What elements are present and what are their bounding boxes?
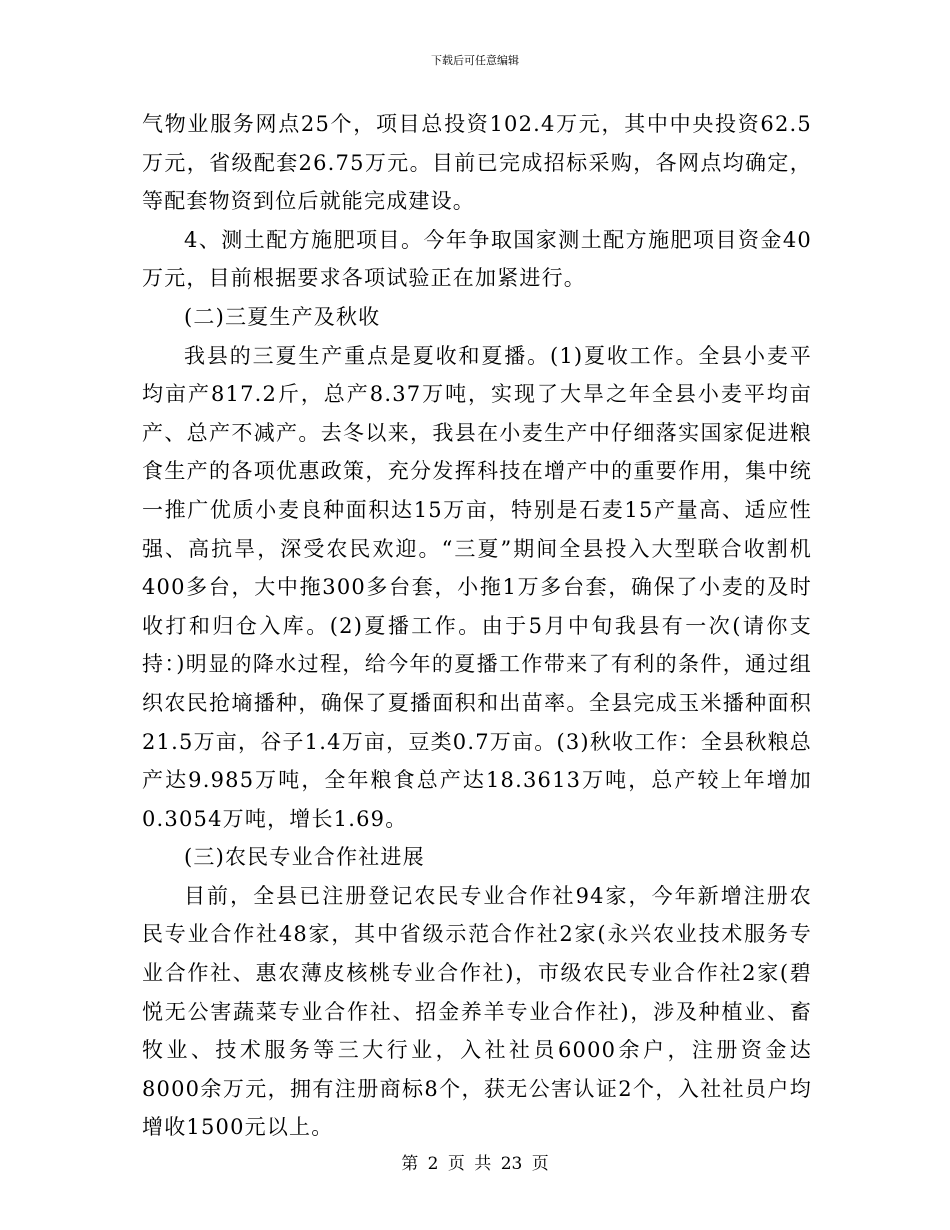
page-header: 下载后可任意编辑 — [431, 54, 519, 67]
paragraph-continuation: 气物业服务网点25个，项目总投资102.4万元，其中中央投资62.5万元，省级配套26.75万元。目前已完成招标采购，各网点均确定，等配套物资到位后就能完成建设。 — [142, 112, 812, 214]
document-body — [142, 105, 812, 1147]
paragraph-summer-harvest: 我县的三夏生产重点是夏收和夏播。(1)夏收工作。全县小麦平均亩产817.2斤，总产8.37万吨，实现了大旱之年全县小麦平均亩产、总产不减产。去冬以来，我县在小麦生产中仔细落实国家促进粮食生产的各项优惠政策，充分发挥科技在增产中的重要作用，集中统一推广优质小麦良种面积达15万亩，特别是石麦15产量高、适应性强、高抗旱，深受农民欢迎。“三夏”期间全县投入大型联合收割机400多台，大中拖300多台套，小拖1万多台套，确保了小麦的及时收打和归仓入库。(2)夏播工作。由于5月中旬我县有一次(请你支持：)明显的降水过程，给今年的夏播工作带来了有利的条件，通过组织农民抢墒播种，确保了夏播面积和出苗率。全县完成玉米播种面积21.5万亩，谷子1.4万亩，豆类0.7万亩。(3)秋收工作：全县秋粮总产达9.985万吨，全年粮食总产达18.3613万吨，总产较上年增加0.3054万吨，增长1.69。 — [142, 343, 812, 831]
section-heading-cooperatives: (三)农民专业合作社进展 — [184, 845, 425, 870]
paragraph-cooperatives: 目前，全县已注册登记农民专业合作社94家，今年新增注册农民专业合作社48家，其中省级示范合作社2家(永兴农业技术服务专业合作社、惠农薄皮核桃专业合作社)，市级农民专业合作社2家(碧悦无公害蔬菜专业合作社、招金养羊专业合作社)，涉及种植业、畜牧业、技术服务等三大行业，入社社员6000余户，注册资金达8000余万元，拥有注册商标8个，获无公害认证2个，入社社员户均增收1500元以上。 — [142, 883, 812, 1140]
paragraph-soil-testing-project: 4、测土配方施肥项目。今年争取国家测土配方施肥项目资金40万元，目前根据要求各项试验正在加紧进行。 — [142, 227, 812, 291]
page-number-footer: 第 2 页 共 23 页 — [401, 1154, 549, 1174]
section-heading-summer-harvest: (二)三夏生产及秋收 — [184, 304, 381, 329]
